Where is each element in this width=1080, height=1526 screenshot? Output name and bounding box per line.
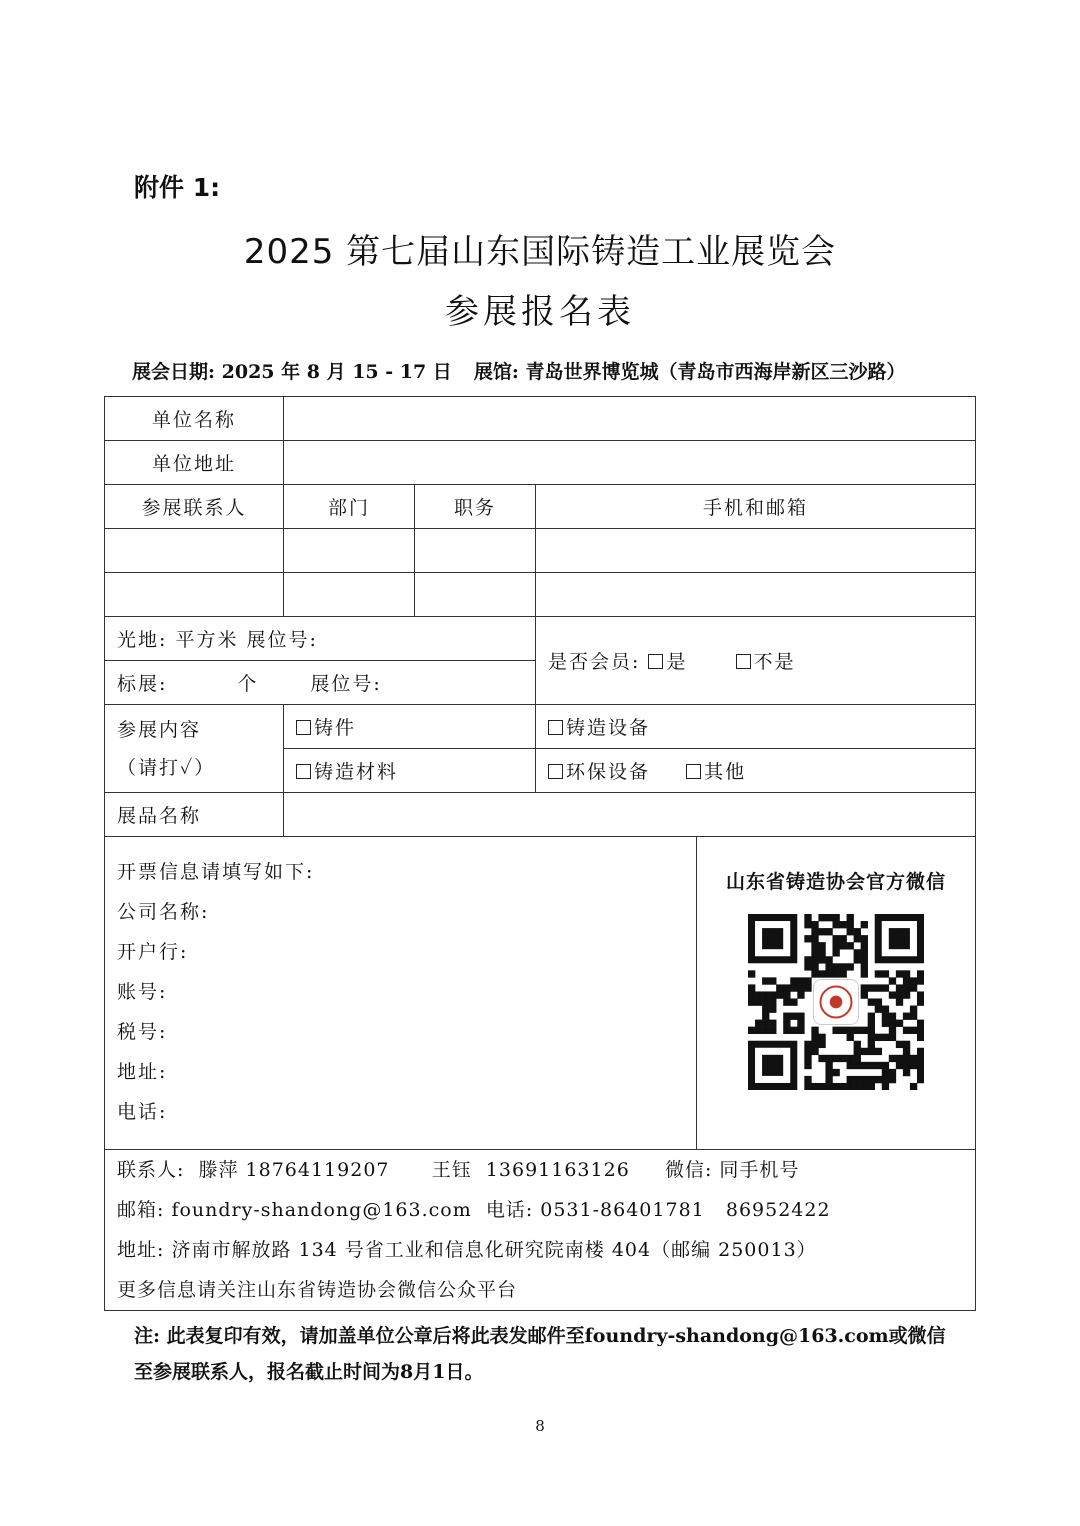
invoice-lines bbox=[117, 852, 684, 1132]
member-field bbox=[536, 617, 976, 705]
option-materials[interactable] bbox=[284, 749, 536, 793]
page-subtitle: 参展报名表 bbox=[445, 292, 635, 332]
raw-space-field[interactable]: 光地: 平方米 展位号: bbox=[105, 617, 536, 661]
exhibit-name-field[interactable] bbox=[284, 793, 976, 837]
registration-form bbox=[104, 396, 976, 1311]
contact-line: 邮箱: foundry-shandong@163.com 电话: 0531-86401781 86952422 bbox=[117, 1199, 831, 1221]
dept-header: 部门 bbox=[284, 485, 415, 529]
qr-title: 山东省铸造协会官方微信 bbox=[725, 871, 946, 893]
equipment-checkbox[interactable] bbox=[548, 720, 563, 735]
contact-field[interactable] bbox=[105, 529, 284, 573]
other-label: 其他 bbox=[704, 761, 747, 783]
environmental-label: 环保设备 bbox=[566, 761, 651, 783]
invoice-line: 税号: bbox=[117, 1021, 168, 1043]
attachment-label: 附件 1: bbox=[134, 173, 221, 202]
phone-email-field[interactable] bbox=[536, 573, 976, 617]
company-address-field[interactable] bbox=[284, 441, 976, 485]
standard-booth-field[interactable] bbox=[105, 661, 536, 705]
member-no-checkbox[interactable] bbox=[736, 654, 751, 669]
exhibit-name-label: 展品名称 bbox=[105, 793, 284, 837]
castings-label: 铸件 bbox=[314, 717, 357, 739]
member-yes-label: 是 bbox=[666, 651, 688, 673]
expo-info bbox=[132, 357, 905, 384]
content-label bbox=[105, 705, 284, 793]
castings-checkbox[interactable] bbox=[296, 720, 311, 735]
standard-booth-prefix: 标展: bbox=[117, 673, 168, 695]
company-address-label: 单位地址 bbox=[105, 441, 284, 485]
expo-dates: 展会日期: 2025 年 8 月 15 - 17 日 bbox=[132, 361, 452, 383]
standard-booth-unit: 个 bbox=[237, 673, 259, 695]
content-label-line2: （请打✓） bbox=[117, 756, 216, 779]
equipment-label: 铸造设备 bbox=[566, 717, 651, 739]
materials-checkbox[interactable] bbox=[296, 764, 311, 779]
option-environmental[interactable] bbox=[536, 749, 976, 793]
dept-field[interactable] bbox=[284, 573, 415, 617]
invoice-line: 账号: bbox=[117, 981, 168, 1003]
contact-info bbox=[105, 1150, 976, 1311]
invoice-line: 开户行: bbox=[117, 941, 189, 963]
invoice-line: 地址: bbox=[117, 1061, 168, 1083]
contact-line: 联系人: 滕萍 18764119207 王钰 13691163126 微信: 同手机号 bbox=[117, 1159, 800, 1181]
qr-cell bbox=[697, 837, 976, 1150]
dept-field[interactable] bbox=[284, 529, 415, 573]
environmental-checkbox[interactable] bbox=[548, 764, 563, 779]
content-label-line1: 参展内容 bbox=[117, 718, 202, 741]
position-field[interactable] bbox=[415, 529, 536, 573]
phone-email-field[interactable] bbox=[536, 529, 976, 573]
contact-line: 更多信息请关注山东省铸造协会微信公众平台 bbox=[117, 1279, 518, 1301]
contact-header: 参展联系人 bbox=[105, 485, 284, 529]
contact-field[interactable] bbox=[105, 573, 284, 617]
member-label: 是否会员: bbox=[548, 651, 641, 673]
footnote: 注: 此表复印有效，请加盖单位公章后将此表发邮件至foundry-shandong@163.com或微信至参展联系人，报名截止时间为8月1日。 bbox=[134, 1325, 946, 1383]
invoice-line: 电话: bbox=[117, 1101, 168, 1123]
page-number: 8 bbox=[535, 1417, 545, 1435]
option-castings[interactable] bbox=[284, 705, 536, 749]
member-no-label: 不是 bbox=[753, 651, 796, 673]
invoice-line: 公司名称: bbox=[117, 901, 210, 923]
invoice-line: 开票信息请填写如下: bbox=[117, 861, 315, 883]
other-checkbox[interactable] bbox=[686, 764, 701, 779]
option-equipment[interactable] bbox=[536, 705, 976, 749]
company-name-field[interactable] bbox=[284, 397, 976, 441]
contact-line: 地址: 济南市解放路 134 号省工业和信息化研究院南楼 404（邮编 250013） bbox=[117, 1239, 817, 1261]
phone-email-header: 手机和邮箱 bbox=[536, 485, 976, 529]
position-field[interactable] bbox=[415, 573, 536, 617]
company-name-label: 单位名称 bbox=[105, 397, 284, 441]
expo-venue: 展馆: 青岛世界博览城（青岛市西海岸新区三沙路） bbox=[473, 361, 906, 383]
position-header: 职务 bbox=[415, 485, 536, 529]
invoice-info-field[interactable] bbox=[105, 837, 697, 1150]
member-yes-checkbox[interactable] bbox=[648, 654, 663, 669]
page-title: 2025 第七届山东国际铸造工业展览会 bbox=[243, 232, 837, 272]
standard-booth-no: 展位号: bbox=[310, 673, 382, 695]
materials-label: 铸造材料 bbox=[314, 761, 399, 783]
qr-code-icon bbox=[748, 914, 924, 1090]
